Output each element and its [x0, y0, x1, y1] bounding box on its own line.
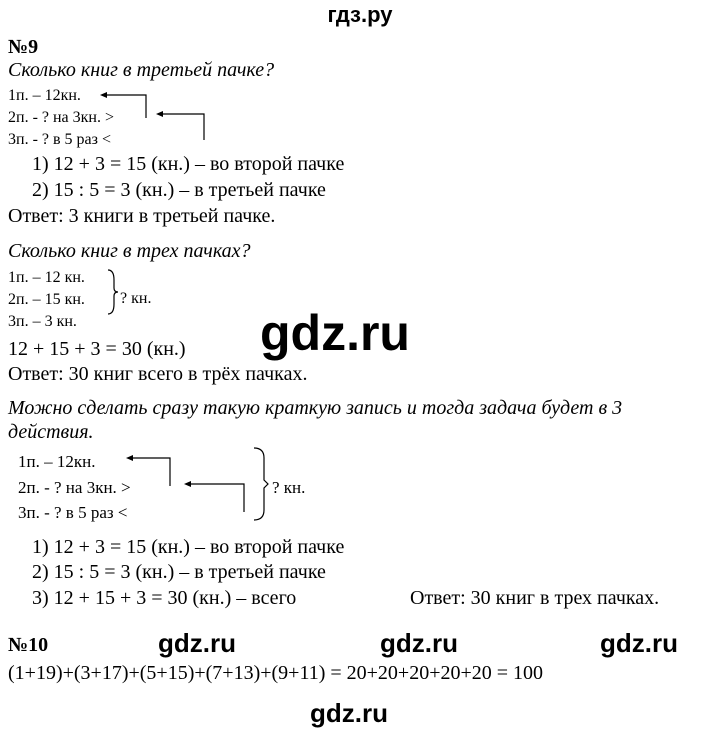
- arrow-line: [104, 95, 146, 118]
- scheme-line: 2п. - ? на 3кн. >: [8, 109, 115, 126]
- total-label: ? кн.: [272, 478, 306, 497]
- answer: Ответ: 3 книги в третьей пачке.: [8, 205, 276, 227]
- watermark: gdz.ru: [310, 698, 388, 728]
- task-number: №9: [8, 36, 39, 58]
- task-number: №10: [8, 634, 49, 656]
- solution-step: 3) 12 + 15 + 3 = 30 (кн.) – всего: [32, 587, 297, 609]
- scheme-line: 1п. – 12кн.: [18, 452, 96, 471]
- scheme-line: 2п. – 15 кн.: [8, 291, 85, 308]
- calculation: 12 + 15 + 3 = 30 (кн.): [8, 338, 186, 360]
- solution-step: 1) 12 + 3 = 15 (кн.) – во второй пачке: [32, 536, 345, 558]
- brace-icon: [108, 270, 118, 314]
- question: Сколько книг в трех пачках?: [8, 240, 251, 262]
- solution-step: 2) 15 : 5 = 3 (кн.) – в третьей пачке: [32, 179, 326, 201]
- watermark: gdz.ru: [600, 628, 678, 658]
- note: Можно сделать сразу такую краткую запись и тогда задача будет в 3: [8, 397, 623, 419]
- scheme-line: 1п. – 12 кн.: [8, 269, 85, 286]
- scheme-line: 1п. – 12кн.: [8, 87, 81, 104]
- total-label: ? кн.: [120, 290, 152, 307]
- scheme-line: 3п. - ? в 5 раз <: [18, 503, 128, 522]
- arrow-line: [160, 114, 204, 140]
- solution-step: 2) 15 : 5 = 3 (кн.) – в третьей пачке: [32, 561, 326, 583]
- arrowhead-icon: [184, 481, 191, 487]
- answer: Ответ: 30 книг всего в трёх пачках.: [8, 363, 308, 385]
- scheme-line: 3п. – 3 кн.: [8, 313, 77, 330]
- arrowhead-icon: [100, 92, 107, 98]
- solution-step: 1) 12 + 3 = 15 (кн.) – во второй пачке: [32, 153, 345, 175]
- note: действия.: [8, 421, 94, 443]
- question: Сколько книг в третьей пачке?: [8, 59, 275, 81]
- watermark: gdz.ru: [158, 628, 236, 658]
- arrowhead-icon: [126, 455, 133, 461]
- watermark: gdz.ru: [380, 628, 458, 658]
- answer: Ответ: 30 книг в трех пачках.: [410, 587, 660, 609]
- equation: (1+19)+(3+17)+(5+15)+(7+13)+(9+11) = 20+20+20+20+20 = 100: [8, 662, 544, 684]
- scheme-line: 2п. - ? на 3кн. >: [18, 478, 131, 497]
- watermark: gdz.ru: [260, 305, 410, 361]
- arrow-line: [130, 458, 170, 486]
- scheme-line: 3п. - ? в 5 раз <: [8, 131, 111, 148]
- arrow-line: [188, 484, 244, 512]
- brace-icon: [254, 448, 268, 520]
- arrowhead-icon: [156, 111, 163, 117]
- site-header: гдз.ру: [327, 2, 393, 27]
